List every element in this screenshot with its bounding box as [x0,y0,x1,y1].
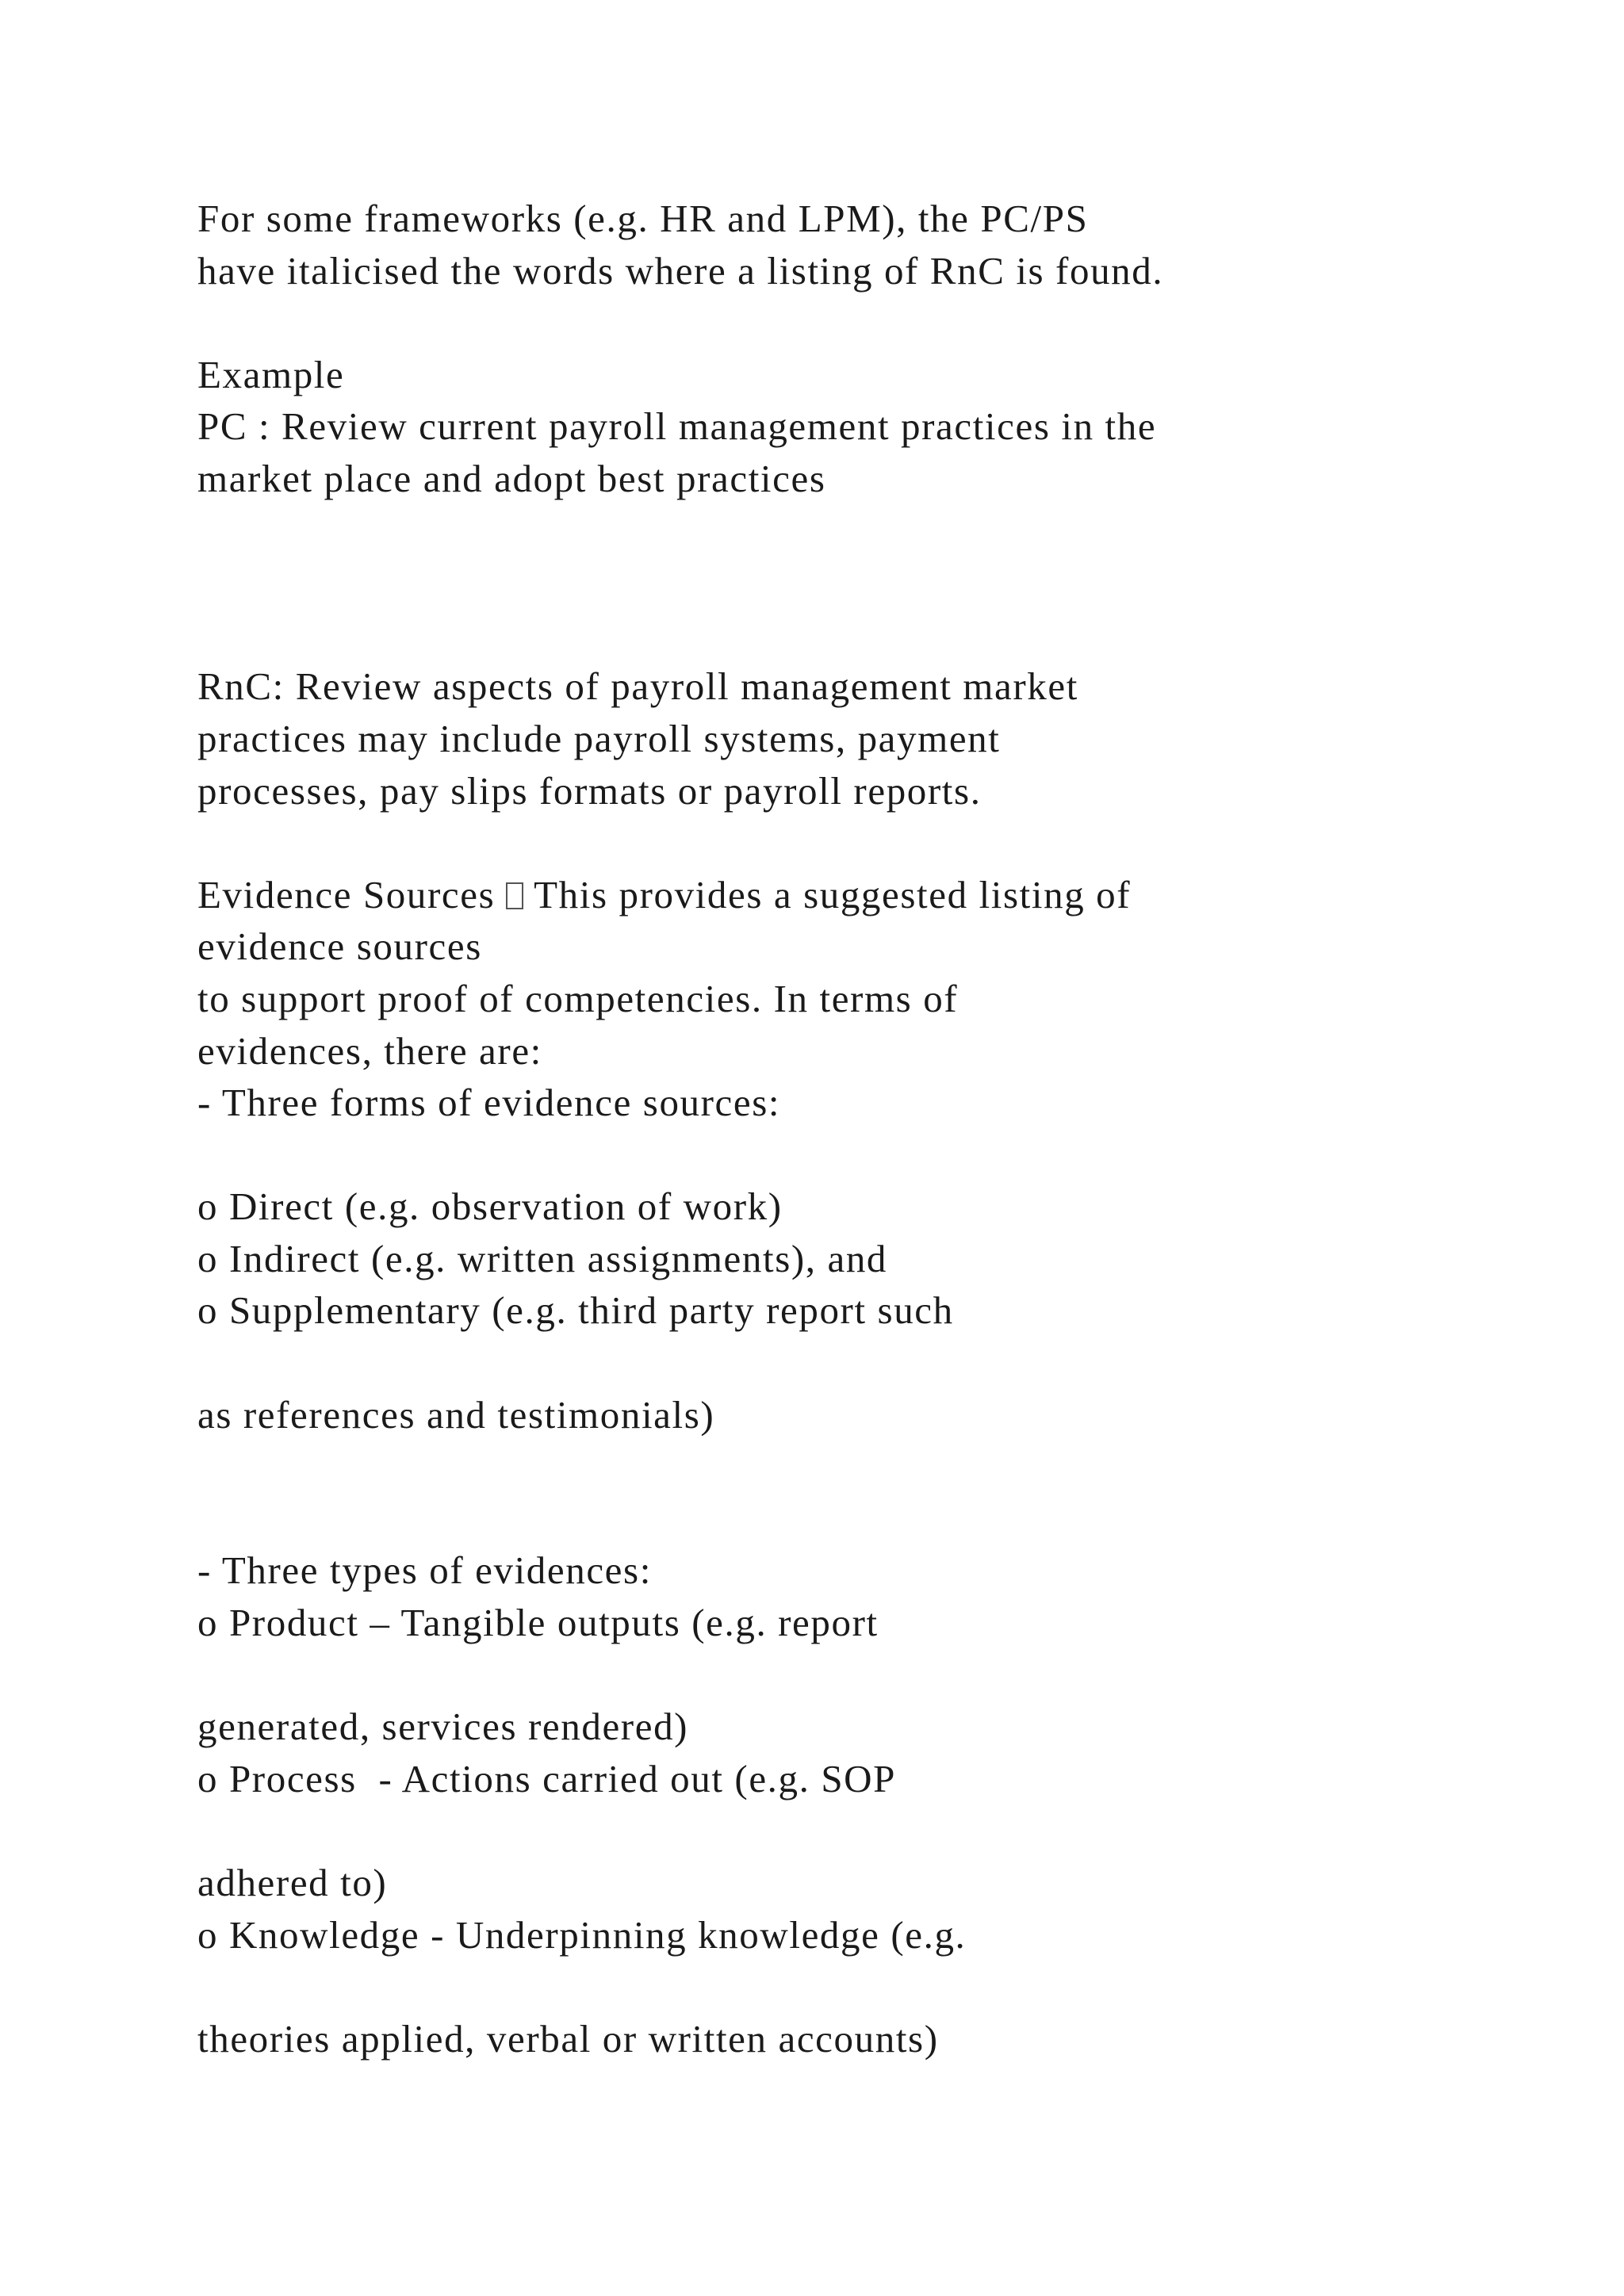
missing-glyph-box-icon [506,882,523,909]
blank-line [197,817,1545,869]
blank-line [197,297,1545,349]
text-line: RnC: Review aspects of payroll management market [197,664,1078,709]
list-item: o Product – Tangible outputs (e.g. report [197,1601,879,1645]
text-line: PC : Review current payroll management practices in the [197,404,1157,449]
list-item: o Process - Actions carried out (e.g. SOP [197,1756,897,1800]
evidence-sources-line [197,869,1545,921]
document-body [197,193,1545,2064]
text-line: For some frameworks (e.g. HR and LPM), the PC/PS [197,197,1089,240]
blank-line [197,1129,1545,1181]
blank-line [197,609,1545,661]
blank-line [197,1493,1545,1545]
blank-line [197,1649,1545,1701]
text-line: market place and adopt best practices [197,456,826,500]
example-heading: Example [197,352,345,396]
text-line: evidences, there are: [197,1028,542,1073]
text-line: have italicised the words where a listing of RnC is found. [197,248,1164,293]
list-item: o Indirect (e.g. written assignments), and [197,1236,888,1280]
text-line: processes, pay slips formats or payroll reports. [197,768,982,813]
text-line: evidence sources [197,924,482,969]
list-item: o Supplementary (e.g. third party report such [197,1288,954,1333]
blank-line [197,1441,1545,1493]
text-line: practices may include payroll systems, payment [197,716,1001,760]
list-heading: - Three types of evidences: [197,1548,652,1593]
list-item-continuation: theories applied, verbal or written accounts) [197,2016,939,2061]
blank-line [197,505,1545,557]
list-item-continuation: adhered to) [197,1861,388,1904]
blank-line [197,1961,1545,2013]
list-item-continuation: generated, services rendered) [197,1705,689,1749]
list-item: o Knowledge - Underpinning knowledge (e.g. [197,1912,967,1957]
blank-line [197,1804,1545,1857]
list-item: o Direct (e.g. observation of work) [197,1184,783,1229]
evidence-sources-label: Evidence Sources [197,872,507,916]
list-heading: - Three forms of evidence sources: [197,1081,781,1125]
text-line: to support proof of competencies. In terms of [197,976,959,1020]
blank-line [197,1337,1545,1389]
blank-line [197,557,1545,609]
evidence-sources-description: This provides a suggested listing of [523,872,1132,916]
list-item-continuation: as references and testimonials) [197,1392,715,1437]
